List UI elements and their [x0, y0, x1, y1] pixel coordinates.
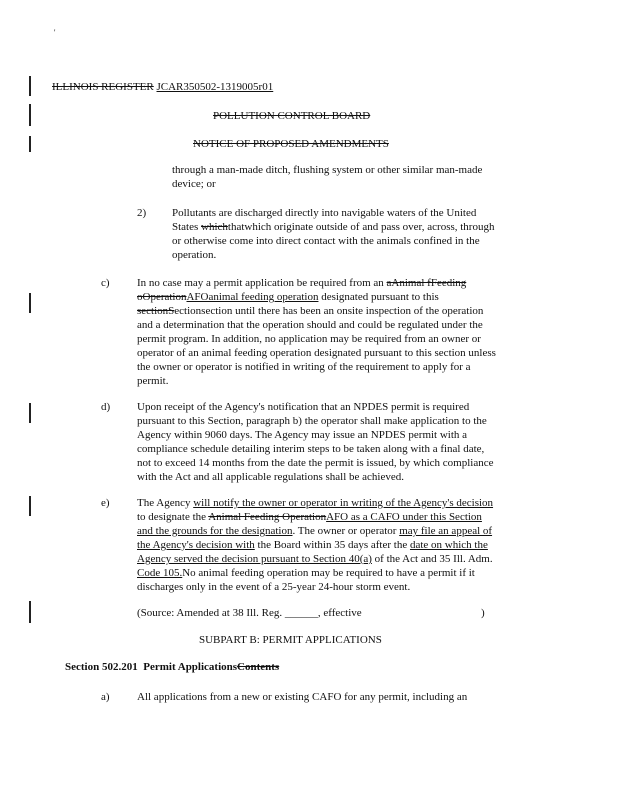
struck-text: which	[201, 221, 228, 233]
struck-text: Contents	[237, 661, 280, 673]
item2-line: or otherwise come into direct contact with the animals confined in the	[172, 235, 480, 247]
source-line	[137, 606, 362, 621]
e-line	[137, 510, 482, 525]
text-run: The Agency	[137, 497, 194, 509]
e-line	[137, 524, 492, 539]
c-line	[137, 290, 439, 305]
struck-text: Animal Feeding Operation	[208, 511, 327, 523]
change-bar	[29, 104, 31, 126]
inserted-text: AFOanimal feeding operation	[186, 291, 319, 303]
inserted-text: AFO as a CAFO under this Section	[326, 511, 482, 523]
source-text: (Source: Amended at 38 Ill. Reg.	[137, 607, 285, 619]
text-run: the Board within 35 days after the	[254, 539, 410, 551]
change-bar	[29, 403, 31, 423]
text-run: States	[172, 221, 202, 233]
inserted-text: will notify the owner or operator in writing of the Agency's decision	[193, 497, 494, 509]
e-line	[137, 496, 493, 511]
struck-text: sectionS	[137, 305, 175, 317]
c-line: operator of an animal feeding operation designated pursuant to this section unless	[137, 347, 496, 359]
struck-text: oOperation	[137, 291, 187, 303]
e-line	[137, 552, 493, 567]
e-line	[137, 566, 475, 581]
section-title: Permit Applications	[143, 661, 238, 673]
section-heading	[65, 660, 279, 675]
text-run: No animal feeding operation may be required to have a permit if it	[182, 567, 475, 579]
a-line: All applications from a new or existing CAFO for any permit, including an	[137, 691, 468, 703]
c-line	[137, 304, 483, 319]
c-line: and a determination that the operation should and could be regulated under the	[137, 319, 483, 331]
subpart-heading: SUBPART B: PERMIT APPLICATIONS	[199, 634, 382, 646]
page-mark: '	[54, 28, 56, 37]
d-line: not to exceed 14 months from the date the permit is issued, by which compliance	[137, 457, 494, 469]
struck-text: aAnimal fFeeding	[386, 277, 467, 289]
c-line	[137, 276, 466, 291]
register-line	[52, 80, 273, 95]
inserted-text: date on which the	[409, 539, 488, 551]
inserted-text: may file an appeal of	[399, 525, 493, 537]
source-effective: , effective	[317, 607, 362, 619]
text-run: ectionsection until there has been an onsite inspection of the operation	[174, 305, 484, 317]
d-line: compliance schedule detailing interim steps to be taken along with a final date,	[137, 443, 485, 455]
c-line: permit program. In addition, no application may be required from an owner or	[137, 333, 481, 345]
item2-line: operation.	[172, 249, 217, 261]
inserted-text: Code 105.	[137, 567, 183, 579]
item-label: e)	[101, 497, 110, 509]
text-run: to designate the	[137, 511, 209, 523]
d-line: Agency within 9060 days. The Agency may issue an NPDES permit with a	[137, 429, 468, 441]
notice-title: NOTICE OF PROPOSED AMENDMENTS	[193, 138, 389, 150]
inserted-text: Agency served the decision pursuant to Section 40(a)	[137, 553, 372, 565]
item-label: c)	[101, 277, 110, 289]
item-label: a)	[101, 691, 110, 703]
inserted-text: the Agency's decision with	[137, 539, 255, 551]
change-bar	[29, 136, 31, 152]
c-line: the owner or operator is notified in writing of the requirement to apply for a	[137, 361, 471, 373]
cont-line: through a man-made ditch, flushing system or other similar man-made	[172, 164, 483, 176]
e-line	[137, 538, 488, 553]
change-bar	[29, 496, 31, 516]
item2-line	[172, 220, 494, 235]
register-code: JCAR350502-1319005r01	[156, 81, 274, 93]
item-label: 2)	[137, 207, 147, 219]
d-line: with the Act and all applicable regulations shall be achieved.	[137, 471, 404, 483]
item-label: d)	[101, 401, 111, 413]
change-bar	[29, 76, 31, 96]
text-run: thatwhich originate outside of and pass over, across, through	[227, 221, 495, 233]
c-line: permit.	[137, 375, 169, 387]
text-run: In no case may a permit application be required from an	[137, 277, 387, 289]
d-line: pursuant to this Section, paragraph b) the operator shall make application to the	[137, 415, 487, 427]
text-run: designated pursuant to this	[318, 291, 439, 303]
text-run: of the Act and 35 Ill. Adm.	[371, 553, 493, 565]
source-blank: ______	[284, 607, 318, 619]
e-line: discharges only in the event of a 25-year 24-hour storm event.	[137, 581, 411, 593]
text-run: . The owner or operator	[292, 525, 400, 537]
change-bar	[29, 293, 31, 313]
board-title: POLLUTION CONTROL BOARD	[213, 110, 371, 122]
source-end: )	[481, 607, 485, 619]
cont-line: device; or	[172, 178, 216, 190]
inserted-text: and the grounds for the designation	[137, 525, 293, 537]
register-strike: ILLINOIS REGISTER	[52, 81, 154, 93]
section-number: Section 502.201	[65, 661, 138, 673]
change-bar	[29, 601, 31, 623]
item2-line: Pollutants are discharged directly into navigable waters of the United	[172, 207, 477, 219]
d-line: Upon receipt of the Agency's notification that an NPDES permit is required	[137, 401, 470, 413]
